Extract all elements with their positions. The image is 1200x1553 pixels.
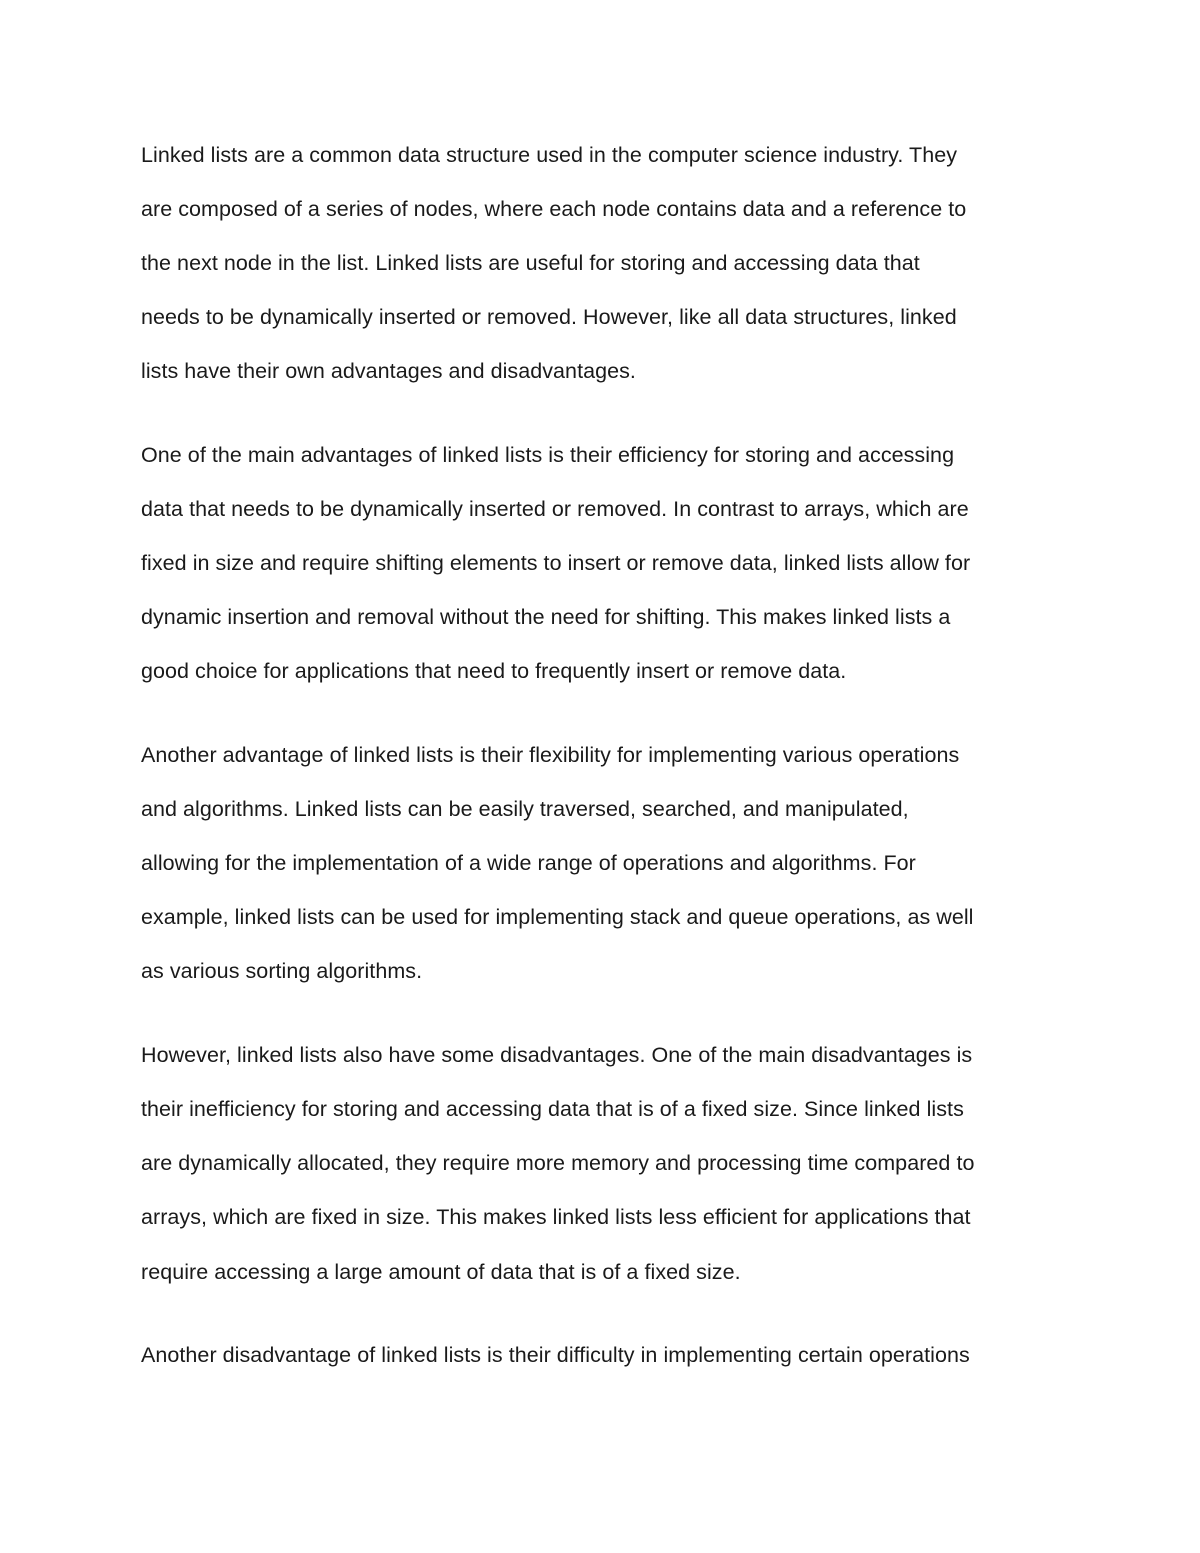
- paragraph-line: Another disadvantage of linked lists is their difficulty in implementing certain operations: [141, 1343, 970, 1367]
- paragraph-line: are dynamically allocated, they require more memory and processing time compared to: [141, 1151, 975, 1175]
- paragraph-line: fixed in size and require shifting elements to insert or remove data, linked lists allow for: [141, 551, 971, 575]
- paragraph-line: as various sorting algorithms.: [141, 959, 423, 983]
- paragraph-line: arrays, which are fixed in size. This makes linked lists less efficient for applications that: [141, 1205, 971, 1229]
- paragraph-line: their inefficiency for storing and accessing data that is of a fixed size. Since linked lists: [141, 1097, 964, 1121]
- paragraph-line: needs to be dynamically inserted or removed. However, like all data structures, linked: [141, 305, 957, 329]
- paragraph-line: However, linked lists also have some disadvantages. One of the main disadvantages is: [141, 1043, 973, 1067]
- paragraph-line: are composed of a series of nodes, where each node contains data and a reference to: [141, 197, 967, 221]
- paragraph-line: the next node in the list. Linked lists are useful for storing and accessing data that: [141, 251, 920, 275]
- paragraph-line: require accessing a large amount of data that is of a fixed size.: [141, 1260, 741, 1284]
- paragraph-line: good choice for applications that need to frequently insert or remove data.: [141, 659, 847, 683]
- paragraph-line: data that needs to be dynamically inserted or removed. In contrast to arrays, which are: [141, 497, 969, 521]
- paragraph-line: dynamic insertion and removal without the need for shifting. This makes linked lists a: [141, 605, 951, 629]
- paragraph-line: and algorithms. Linked lists can be easily traversed, searched, and manipulated,: [141, 797, 909, 821]
- paragraph-line: allowing for the implementation of a wide range of operations and algorithms. For: [141, 851, 916, 875]
- paragraph-line: example, linked lists can be used for implementing stack and queue operations, as well: [141, 905, 974, 929]
- paragraph-line: Another advantage of linked lists is their flexibility for implementing various operations: [141, 743, 960, 767]
- paragraph-line: One of the main advantages of linked lists is their efficiency for storing and accessing: [141, 443, 955, 467]
- paragraph-line: lists have their own advantages and disadvantages.: [141, 359, 636, 383]
- paragraph-line: Linked lists are a common data structure used in the computer science industry. They: [141, 143, 958, 167]
